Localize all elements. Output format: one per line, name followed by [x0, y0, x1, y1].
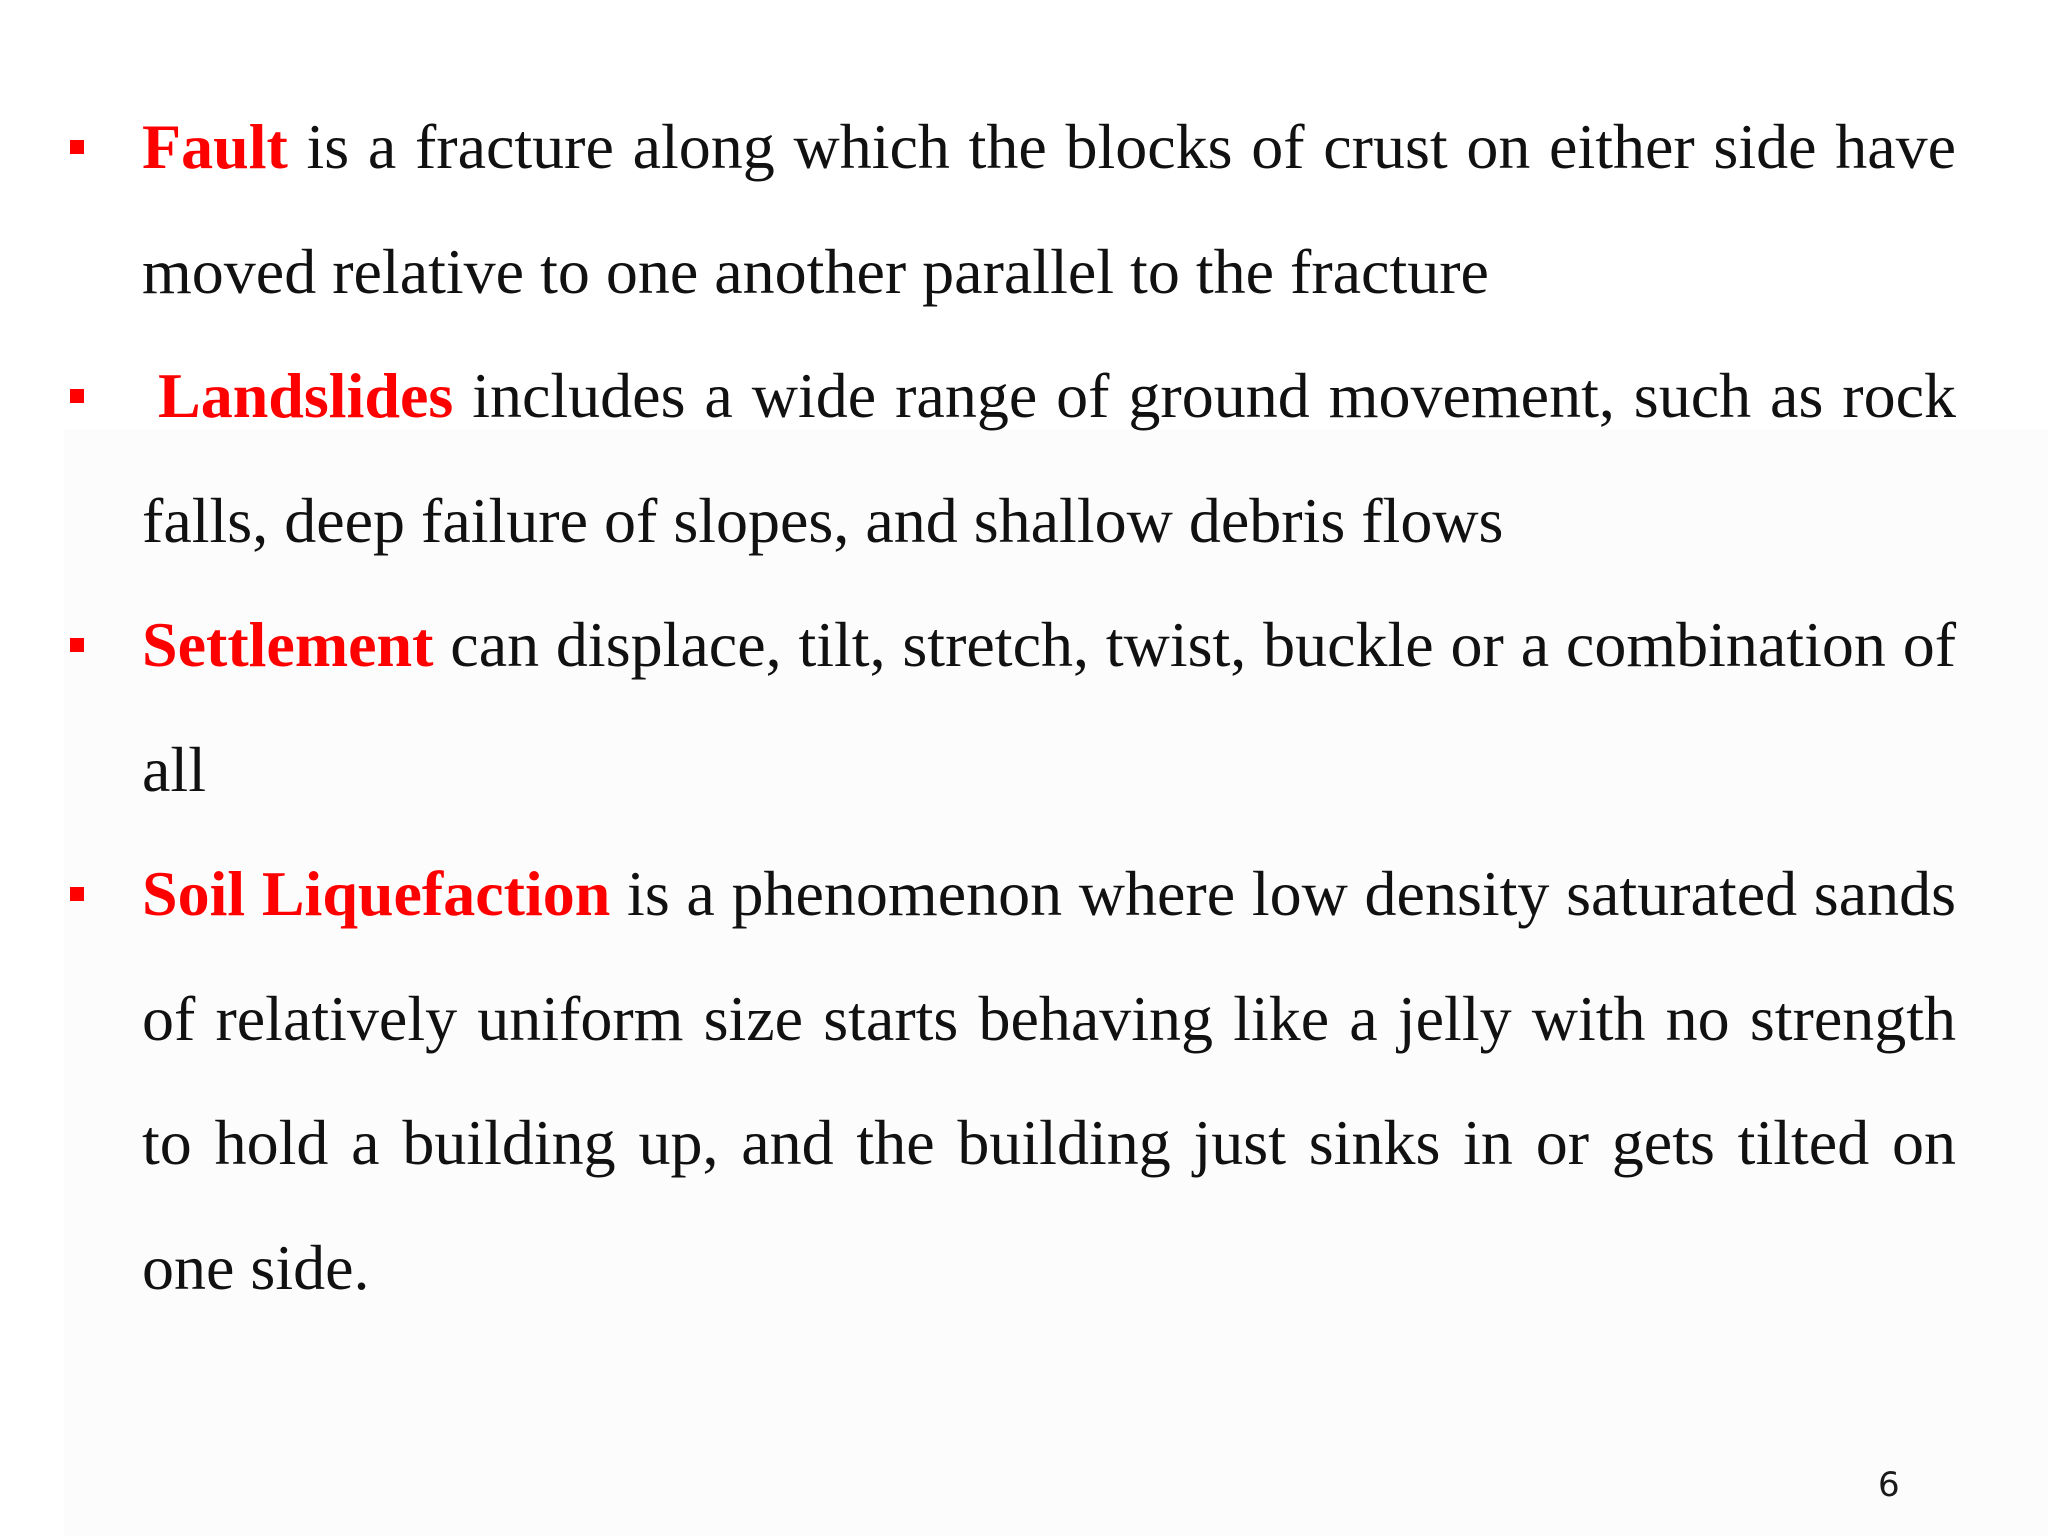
bullet-item-settlement [70, 583, 1956, 832]
square-bullet-icon [70, 389, 84, 403]
bullet-term: Fault [142, 111, 288, 182]
page-number: 6 [1878, 1465, 1900, 1505]
square-bullet-icon [70, 638, 84, 652]
bullet-term: Soil Liquefaction [142, 858, 611, 929]
bullet-list [70, 85, 1956, 1330]
bullet-term: Landslides [158, 360, 454, 431]
square-bullet-icon [70, 140, 84, 154]
bullet-text: can displace, tilt, stretch, twist, buckle or a combination of all [142, 609, 1957, 805]
square-bullet-icon [70, 887, 84, 901]
bullet-text: is a fracture along which the blocks of crust on either side have moved relative to one another parallel to the fracture [142, 111, 1957, 307]
bullet-item-fault [70, 85, 1956, 334]
bullet-item-soil-liquefaction [70, 832, 1956, 1330]
bullet-text: includes a wide range of ground movement, such as rock falls, deep failure of slopes, and shallow debris flows [142, 360, 1957, 556]
bullet-term: Settlement [142, 609, 434, 680]
bullet-text: is a phenomenon where low density saturated sands of relatively uniform size starts behaving like a jelly with no strength to hold a building up, and the building just sinks in or gets tilted on one side. [142, 858, 1957, 1303]
bullet-item-landslides [70, 334, 1956, 583]
